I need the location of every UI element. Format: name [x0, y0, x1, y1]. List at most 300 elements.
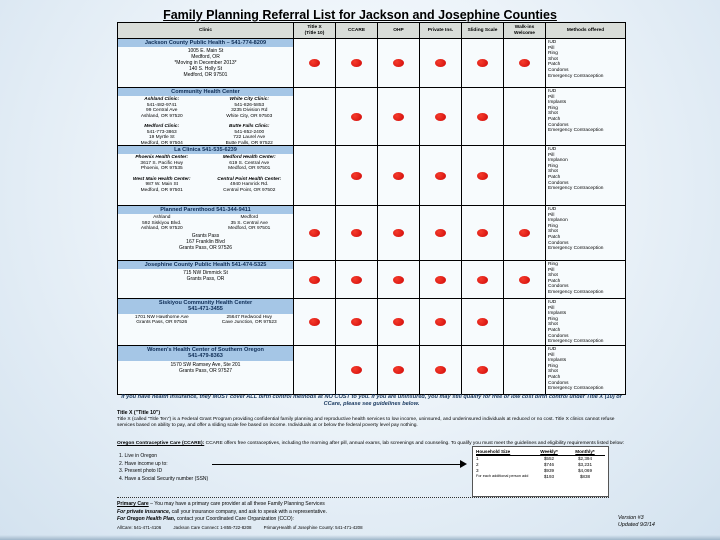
- text-line: Grants Pass, OR: [186, 276, 225, 283]
- red-dot-icon: [519, 59, 530, 67]
- red-dot-icon: [435, 276, 446, 284]
- text-line: Grants Pass: [191, 232, 220, 239]
- clinic-name: Siskiyou Community Health Center: [158, 300, 253, 306]
- text-line: *Moving in December 2013*: [174, 60, 237, 67]
- clinic-column-right: [206, 155, 294, 193]
- table-row: [118, 205, 625, 260]
- text-line: 140 S. Holly St: [188, 66, 223, 73]
- text-line: Medford, OR 97501: [140, 187, 183, 193]
- text-line: 722 Laurel Ave: [233, 135, 266, 141]
- dot-cell: [293, 206, 335, 260]
- clinic-address-center: [118, 232, 293, 251]
- dot-cell: [503, 299, 545, 345]
- referral-table: [117, 22, 626, 395]
- dot-cell: [335, 346, 377, 394]
- version-date: Updated 9/2/14: [618, 522, 655, 528]
- red-dot-icon: [351, 59, 362, 67]
- dot-cell: [335, 39, 377, 87]
- text-line: 715 NW Dimmick St: [183, 270, 228, 277]
- column-header-label: Private Ins.: [427, 27, 454, 33]
- income-cell: $746: [543, 461, 555, 467]
- dot-cell: [503, 39, 545, 87]
- text-line: Ashland, OR 97520: [140, 226, 183, 232]
- text-line: 541-773-3863: [146, 129, 177, 135]
- text-line: 619 S. Central Ave: [229, 160, 270, 166]
- method-item: IUD: [548, 347, 557, 352]
- column-header: [545, 23, 625, 38]
- column-header: [419, 23, 461, 38]
- text-line: Ashland Clinic:: [144, 97, 180, 103]
- private-insurance-rest: call your insurance company, and ask to speak with a representative.: [170, 509, 327, 515]
- text-line: 1570 SW Ramsey Ave, Ste 201: [170, 361, 241, 368]
- text-line: Butte Falls, OR 97522: [225, 140, 273, 145]
- text-line: Medford, OR 97504: [140, 140, 183, 145]
- red-dot-icon: [435, 172, 446, 180]
- page-title: Family Planning Referral List for Jackson and Josephine Counties: [163, 8, 557, 22]
- clinic-name: Planned Parenthood 541-344-9411: [160, 207, 251, 213]
- method-item: Ring: [548, 262, 558, 267]
- clinic-name-band: [118, 88, 293, 96]
- eligibility-item: 4. Have a Social Security number (SSN): [119, 475, 209, 482]
- methods-cell: [545, 206, 625, 260]
- ohp-lead: For Oregon Health Plan,: [117, 516, 176, 522]
- red-dot-icon: [477, 59, 488, 67]
- table-row: [118, 260, 625, 298]
- dot-cell: [503, 346, 545, 394]
- method-item: Emergency Contraception: [548, 386, 604, 392]
- dot-cell: [335, 146, 377, 205]
- text-line: Central Point Health Center:: [217, 177, 282, 183]
- method-item: Pill: [548, 94, 555, 100]
- clinic-column-left: [118, 315, 206, 326]
- dot-cell: [293, 299, 335, 345]
- text-line: Medford, OR 97501: [228, 166, 271, 172]
- table-row: [118, 87, 625, 145]
- column-header-label: Welcome: [514, 30, 535, 36]
- method-item: Pill: [548, 212, 555, 218]
- method-item: Ring: [548, 363, 558, 369]
- dot-cell: [377, 346, 419, 394]
- red-dot-icon: [435, 318, 446, 326]
- table-row: [118, 345, 625, 394]
- text-line: Medford Clinic:: [144, 124, 180, 130]
- income-arrowhead-icon: [460, 460, 467, 468]
- text-line: 541-482-9741: [146, 102, 177, 108]
- income-cell: $4,069: [577, 467, 593, 473]
- method-item: Condoms: [548, 122, 569, 128]
- text-line: 3617 S. Pacific Hwy: [140, 160, 184, 166]
- method-item: Implanon: [548, 218, 568, 224]
- dot-cell: [419, 88, 461, 145]
- method-item: Emergency Contraception: [548, 246, 604, 252]
- income-cell: 1: [476, 455, 479, 461]
- text-line: Medford Health Center:: [222, 155, 276, 161]
- income-cell: For each additional person add: [476, 473, 529, 478]
- method-item: Condoms: [548, 333, 569, 339]
- text-line: 592 Siskiyou Blvd.: [142, 220, 182, 226]
- clinic-address: [118, 269, 293, 282]
- method-item: IUD: [548, 207, 557, 212]
- red-dot-icon: [351, 276, 362, 284]
- column-header-label: Sliding Scale: [467, 27, 498, 33]
- methods-cell: [545, 299, 625, 345]
- dot-cell: [335, 261, 377, 298]
- text-line: West Main Health Center:: [132, 177, 191, 183]
- method-item: Ring: [548, 223, 558, 229]
- column-header-label: (Title 10): [304, 30, 325, 36]
- method-item: Pill: [548, 45, 555, 51]
- clinic-column-left: [118, 215, 206, 231]
- dot-cell: [293, 146, 335, 205]
- column-header-label: OHP: [393, 27, 404, 33]
- method-item: Emergency Contraception: [548, 289, 604, 295]
- column-header: [118, 23, 293, 38]
- clinic-column-right: [206, 315, 294, 326]
- eligibility-list: [119, 453, 208, 483]
- column-header-label: Title X: [307, 25, 322, 31]
- column-header: [335, 23, 377, 38]
- clinic-name-band: [118, 261, 293, 269]
- methods-cell: [545, 346, 625, 394]
- dot-cell: [419, 206, 461, 260]
- red-dot-icon: [309, 276, 320, 284]
- red-dot-icon: [519, 276, 530, 284]
- clinic-address: [118, 361, 293, 374]
- method-item: IUD: [548, 147, 557, 152]
- dot-cell: [503, 261, 545, 298]
- dot-cell: [461, 299, 503, 345]
- text-line: Medford, OR: [191, 54, 220, 61]
- clinic-address: [118, 47, 293, 78]
- red-dot-icon: [351, 229, 362, 237]
- clinic-cell: [118, 261, 293, 298]
- methods-cell: [545, 146, 625, 205]
- red-dot-icon: [435, 229, 446, 237]
- methods-cell: [545, 88, 625, 145]
- method-item: Pill: [548, 352, 555, 358]
- red-dot-icon: [351, 113, 362, 121]
- method-item: Ring: [548, 105, 558, 111]
- version-number: Version #3: [618, 515, 644, 521]
- dot-cell: [293, 39, 335, 87]
- ohp-rest: contact your Coordinated Care Organization (CCO):: [175, 516, 294, 522]
- text-line: 167 Franklin Blvd: [186, 238, 225, 245]
- table-row: [118, 298, 625, 345]
- text-line: Grants Pass, OR 97527: [178, 367, 233, 374]
- method-item: Emergency Contraception: [548, 186, 604, 192]
- red-dot-icon: [393, 276, 404, 284]
- dot-cell: [419, 261, 461, 298]
- text-line: Phoenix, OR 97535: [140, 166, 183, 172]
- text-line: 99 Central Ave: [146, 108, 178, 114]
- table-row: [118, 145, 625, 205]
- clinic-columns: [118, 214, 293, 231]
- income-arrow: [212, 464, 462, 465]
- text-line: 1701 NW Hawthorne Ave: [134, 314, 189, 320]
- clinic-cell: [118, 88, 293, 145]
- clinic-cell: [118, 146, 293, 205]
- method-item: Patch: [548, 174, 561, 180]
- income-row: [476, 474, 605, 480]
- column-header: [503, 23, 545, 38]
- method-item: Ring: [548, 51, 558, 57]
- cco-contacts-line: AllCare: 541-471-4106 Jackson Care Connect: 1-855-722-8208 PrimaryHealth of Josephine County: 541-471-4208: [117, 525, 363, 530]
- primary-care-lead: Primary Care: [117, 501, 149, 507]
- clinic-columns: [118, 314, 293, 326]
- methods-cell: [545, 39, 625, 87]
- method-item: Patch: [548, 374, 561, 380]
- method-item: Ring: [548, 163, 558, 169]
- dot-cell: [335, 88, 377, 145]
- method-item: Condoms: [548, 240, 569, 246]
- column-header-label: Clinic: [198, 27, 213, 33]
- income-cell: 3: [476, 467, 479, 473]
- version-note: [618, 515, 716, 529]
- red-dot-icon: [393, 229, 404, 237]
- method-item: IUD: [548, 40, 557, 45]
- method-item: Shot: [548, 273, 558, 279]
- clinic-name: Women's Health Center of Southern Oregon: [147, 347, 264, 353]
- text-line: 35 S. Central Ave: [230, 220, 268, 226]
- red-dot-icon: [309, 318, 320, 326]
- dot-cell: [293, 88, 335, 145]
- method-item: Emergency Contraception: [548, 128, 604, 134]
- table-body: [118, 38, 625, 394]
- dot-cell: [377, 146, 419, 205]
- primary-care-rest: – You may have a primary care provider at all these Family Planning Services: [148, 501, 325, 507]
- dot-cell: [377, 299, 419, 345]
- method-item: Patch: [548, 327, 561, 333]
- method-item: Shot: [548, 111, 558, 117]
- dot-cell: [503, 206, 545, 260]
- dot-cell: [461, 88, 503, 145]
- column-header: [461, 23, 503, 38]
- method-item: Pill: [548, 152, 555, 158]
- red-dot-icon: [477, 318, 488, 326]
- method-item: Implants: [548, 100, 567, 106]
- text-line: Grants Pass, OR 97526: [136, 320, 188, 326]
- private-insurance-line: [117, 509, 626, 515]
- text-line: White City Clinic:: [229, 97, 269, 103]
- primary-care-line: [117, 501, 626, 507]
- method-item: Patch: [548, 116, 561, 122]
- income-cell: $3,231: [577, 461, 593, 467]
- text-line: 541-826-5853: [234, 102, 265, 108]
- text-line: Grants Pass, OR 97526: [178, 244, 233, 251]
- income-header-cell: Weekly*: [540, 449, 558, 454]
- insurance-notice: If you have health insurance, they MUST cover ALL birth control methods at NO COST to you. If you are uninsured, you may still qualify for free or low cost birth control under Title X (10) or CCare, please see guidelines below.: [121, 394, 622, 407]
- dot-cell: [377, 39, 419, 87]
- ccare-lead: Oregon Contraceptive Care (CCARE):: [117, 441, 205, 446]
- red-dot-icon: [309, 59, 320, 67]
- dot-cell: [419, 146, 461, 205]
- income-table-rows: [476, 456, 605, 480]
- clinic-columns: [118, 96, 293, 145]
- red-dot-icon: [393, 172, 404, 180]
- dotted-divider: [117, 497, 609, 498]
- red-dot-icon: [435, 113, 446, 121]
- text-line: Medford: [240, 215, 259, 221]
- clinic-cell: [118, 39, 293, 87]
- clinic-name: Community Health Center: [171, 89, 240, 95]
- red-dot-icon: [435, 59, 446, 67]
- text-line: 4940 Hamrick Rd.: [230, 182, 269, 188]
- income-table-header: [476, 449, 605, 456]
- private-insurance-lead: For private insurance,: [117, 509, 171, 515]
- dot-cell: [461, 206, 503, 260]
- method-item: Pill: [548, 305, 555, 311]
- income-cell: 2: [476, 461, 479, 467]
- clinic-cell: [118, 299, 293, 345]
- text-line: White City, OR 97503: [226, 113, 273, 119]
- text-line: Ashland, OR 97520: [140, 113, 183, 119]
- dot-cell: [377, 206, 419, 260]
- clinic-column-left: [118, 97, 206, 145]
- income-cell: $552: [543, 455, 555, 461]
- dot-cell: [293, 261, 335, 298]
- method-item: Patch: [548, 278, 561, 284]
- method-item: Ring: [548, 316, 558, 322]
- title-x-heading: Title X ("Title 10"): [117, 410, 161, 416]
- text-line: Medford, OR 97501: [228, 226, 271, 232]
- method-item: Emergency Contraception: [548, 339, 604, 345]
- red-dot-icon: [309, 229, 320, 237]
- income-cell: $939: [543, 467, 555, 473]
- income-cell: $838: [579, 473, 591, 479]
- clinic-name: La Clinica 541-535-6239: [174, 147, 237, 153]
- text-line: 1005 E. Main St: [187, 48, 224, 55]
- red-dot-icon: [519, 229, 530, 237]
- ccare-rest: CCARE offers free contraceptives, including the morning after pill, annual exams, lab screenings and counseling. To qualify you must meet the guidelines and eligibility requirements listed below:: [204, 441, 625, 446]
- income-cell: $193: [543, 473, 555, 479]
- table-row: [118, 38, 625, 87]
- method-item: Implants: [548, 358, 567, 364]
- methods-cell: [545, 261, 625, 298]
- clinic-column-right: [206, 97, 294, 145]
- table-header-row: [118, 23, 625, 38]
- method-item: Shot: [548, 169, 558, 175]
- red-dot-icon: [477, 276, 488, 284]
- ohp-line: [117, 516, 626, 522]
- red-dot-icon: [351, 318, 362, 326]
- red-dot-icon: [477, 229, 488, 237]
- eligibility-item: 1. Live in Oregon: [119, 453, 158, 459]
- text-line: Medford, OR 97501: [183, 72, 228, 79]
- method-item: IUD: [548, 89, 557, 94]
- method-item: Patch: [548, 234, 561, 240]
- clinic-phone: 541-479-8363: [188, 353, 223, 360]
- clinic-name: Josephine County Public Health 541-474-5325: [144, 262, 267, 268]
- dot-cell: [461, 146, 503, 205]
- method-item: Pill: [548, 267, 555, 273]
- red-dot-icon: [393, 59, 404, 67]
- dot-cell: [461, 346, 503, 394]
- clinic-column-right: [206, 215, 294, 231]
- text-line: 987 W. Main St: [145, 182, 179, 188]
- dot-cell: [503, 88, 545, 145]
- red-dot-icon: [435, 366, 446, 374]
- title-x-paragraph: Title X (called "Title Ten") is a Federal Grant Program providing confidential family planning and reproductive health services to low income, uninsured, and underinsured individuals at reduced or no cost. Title X clinics cannot refuse services based on ability to pay, and offer a sliding scale fee based on income. Individuals at or below the federal poverty level pay nothing.: [117, 417, 615, 428]
- red-dot-icon: [477, 113, 488, 121]
- method-item: Shot: [548, 322, 558, 328]
- method-item: Condoms: [548, 67, 569, 73]
- text-line: Butte Falls Clinic:: [228, 124, 270, 130]
- method-item: IUD: [548, 300, 557, 305]
- method-item: Shot: [548, 56, 558, 62]
- clinic-column-left: [118, 155, 206, 193]
- text-line: Central Point, OR 97502: [223, 187, 276, 193]
- text-line: 19 Myrtle St: [148, 135, 175, 141]
- column-header-label: Methods offered: [566, 27, 605, 33]
- dot-cell: [335, 299, 377, 345]
- clinic-name-band: [118, 146, 293, 154]
- eligibility-item: 2. Have income up to:: [119, 460, 168, 467]
- eligibility-item: 3. Present photo ID: [119, 468, 163, 475]
- red-dot-icon: [351, 172, 362, 180]
- red-dot-icon: [351, 366, 362, 374]
- red-dot-icon: [477, 366, 488, 374]
- dot-cell: [461, 261, 503, 298]
- text-line: 25647 Redwood Hwy: [226, 314, 273, 320]
- clinic-columns: [118, 154, 293, 193]
- clinic-name-band: [118, 39, 293, 47]
- method-item: Condoms: [548, 180, 569, 186]
- red-dot-icon: [393, 113, 404, 121]
- column-header: [293, 23, 335, 38]
- method-item: Emergency Contraception: [548, 73, 604, 79]
- method-item: Patch: [548, 62, 561, 68]
- clinic-name: Jackson County Public Health – 541-774-8209: [144, 40, 267, 46]
- dot-cell: [293, 346, 335, 394]
- income-header-cell: Monthly*: [575, 449, 595, 454]
- method-item: Implants: [548, 311, 567, 317]
- red-dot-icon: [393, 366, 404, 374]
- clinic-cell: [118, 346, 293, 394]
- clinic-phone: 541-471-3455: [188, 306, 223, 313]
- text-line: Ashland: [153, 215, 171, 221]
- column-header: [377, 23, 419, 38]
- dot-cell: [461, 39, 503, 87]
- income-cell: $2,394: [577, 455, 593, 461]
- red-dot-icon: [477, 172, 488, 180]
- method-item: Condoms: [548, 284, 569, 290]
- clinic-name-band: [118, 299, 293, 314]
- clinic-name-band: [118, 206, 293, 214]
- dot-cell: [377, 261, 419, 298]
- dot-cell: [503, 146, 545, 205]
- column-header-label: CCARE: [347, 27, 366, 33]
- method-item: Implanon: [548, 158, 568, 164]
- dot-cell: [335, 206, 377, 260]
- text-line: Phoenix Health Center:: [135, 155, 189, 161]
- clinic-name-band: [118, 346, 293, 361]
- text-line: 3235 Division Rd: [231, 108, 268, 114]
- method-item: Condoms: [548, 380, 569, 386]
- text-line: Cave Junction, OR 97523: [221, 320, 277, 326]
- column-header-label: Walk-ins: [514, 25, 535, 31]
- method-item: Shot: [548, 369, 558, 375]
- red-dot-icon: [393, 318, 404, 326]
- clinic-cell: [118, 206, 293, 260]
- method-item: Shot: [548, 229, 558, 235]
- dot-cell: [377, 88, 419, 145]
- text-line: 541-852-2400: [234, 129, 265, 135]
- income-header-cell: Household Size: [476, 449, 511, 454]
- dot-cell: [419, 346, 461, 394]
- dot-cell: [419, 39, 461, 87]
- dot-cell: [419, 299, 461, 345]
- income-guidelines-box: [472, 446, 609, 497]
